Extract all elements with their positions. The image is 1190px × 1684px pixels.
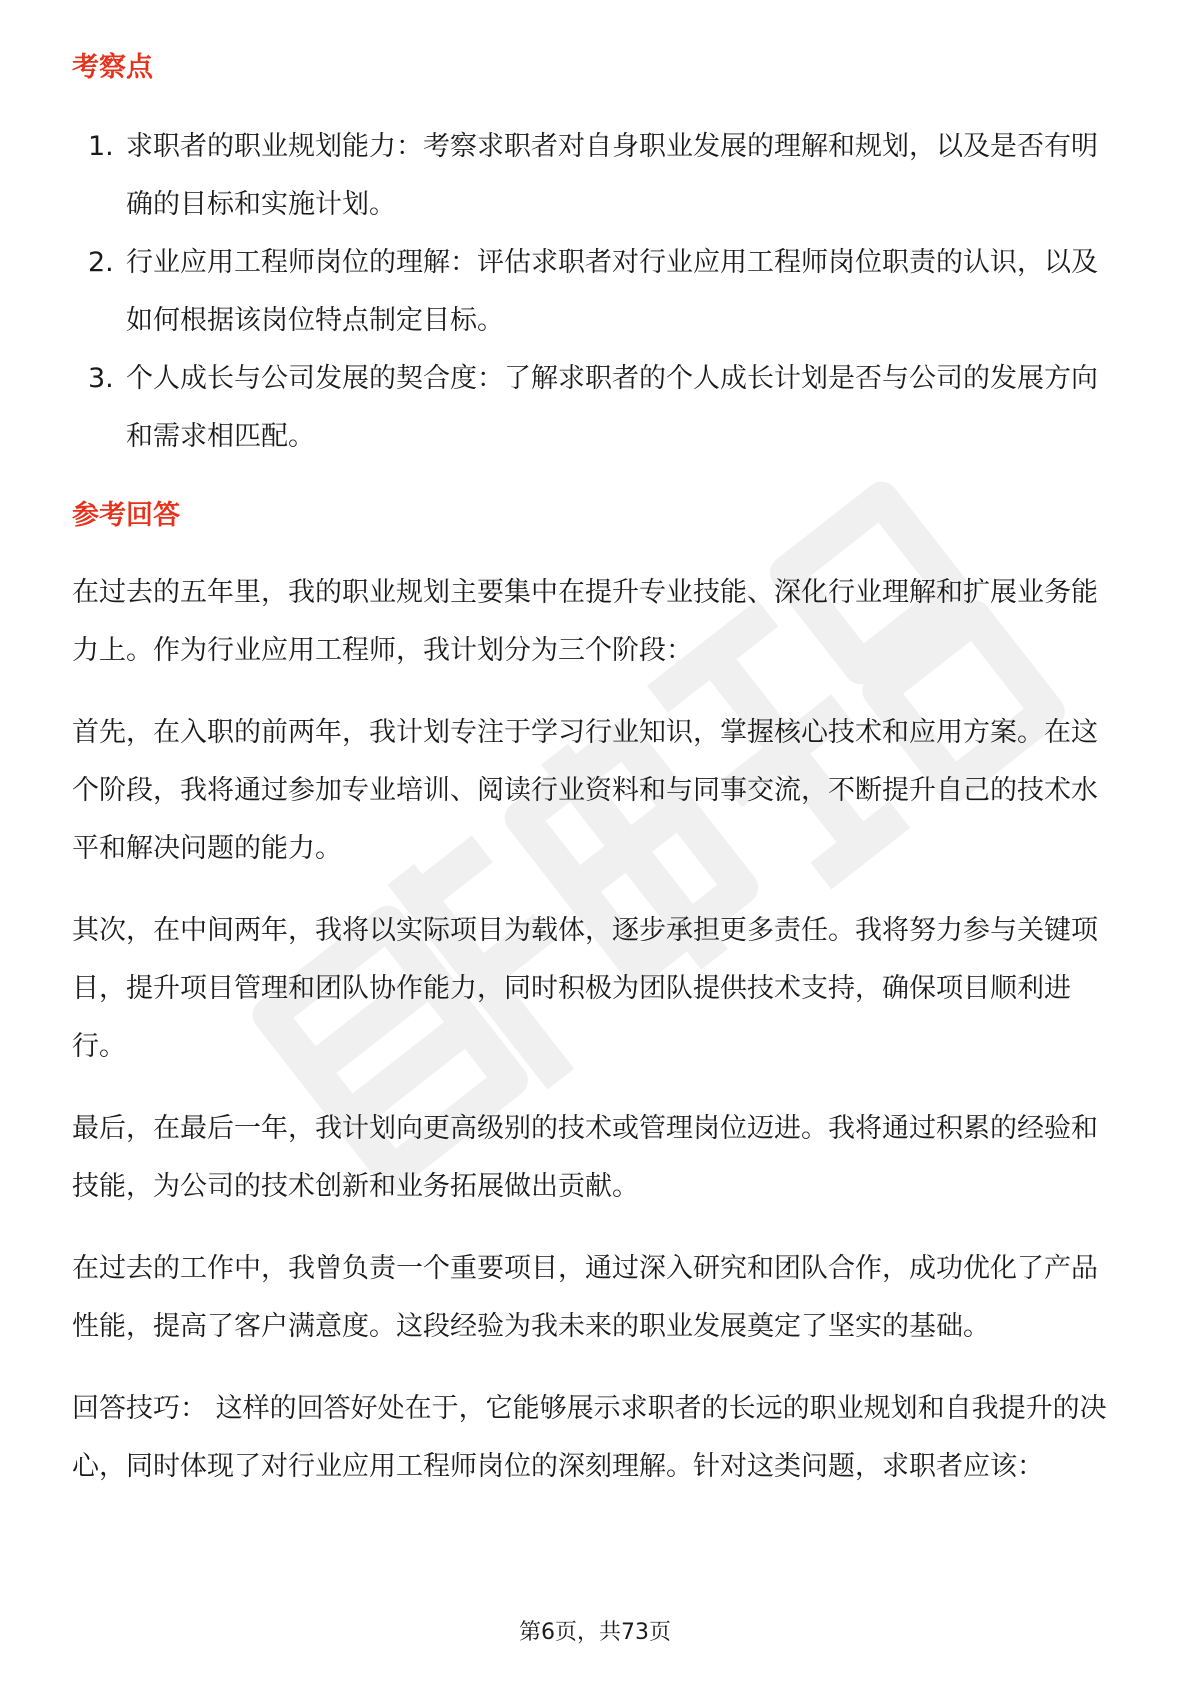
list-item-number: 2. — [88, 247, 114, 278]
list-item-text: 个人成长与公司发展的契合度：了解求职者的个人成长计划是否与公司的发展方向和需求相匹配。 — [126, 363, 1098, 452]
list-item-number: 3. — [88, 363, 114, 394]
list-item-number: 1. — [88, 131, 114, 162]
list-item — [72, 350, 1118, 466]
page-number-footer: 第6页，共73页 — [519, 1620, 671, 1645]
answer-paragraph: 最后，在最后一年，我计划向更高级别的技术或管理岗位迈进。我将通过积累的经验和技能，为公司的技术创新和业务拓展做出贡献。 — [72, 1113, 1098, 1202]
answer-paragraph: 在过去的五年里，我的职业规划主要集中在提升专业技能、深化行业理解和扩展业务能力上。作为行业应用工程师，我计划分为三个阶段： — [72, 577, 1098, 666]
answer-paragraph: 其次，在中间两年，我将以实际项目为载体，逐步承担更多责任。我将努力参与关键项目，提升项目管理和团队协作能力，同时积极为团队提供技术支持，确保项目顺利进行。 — [72, 915, 1098, 1062]
answer-tips-paragraph: 回答技巧： 这样的回答好处在于，它能够展示求职者的长远的职业规划和自我提升的决心，同时体现了对行业应用工程师岗位的深刻理解。针对这类问题，求职者应该： — [72, 1393, 1107, 1482]
list-item — [72, 234, 1118, 350]
section-heading-reference-answer: 参考回答 — [72, 500, 180, 531]
answer-paragraph: 首先，在入职的前两年，我计划专注于学习行业知识，掌握核心技术和应用方案。在这个阶段，我将通过参加专业培训、阅读行业资料和与同事交流，不断提升自己的技术水平和解决问题的能力。 — [72, 717, 1098, 864]
list-item-text: 求职者的职业规划能力：考察求职者对自身职业发展的理解和规划，以及是否有明确的目标和实施计划。 — [126, 131, 1098, 220]
list-item-text: 行业应用工程师岗位的理解：评估求职者对行业应用工程师岗位职责的认识，以及如何根据该岗位特点制定目标。 — [126, 247, 1098, 336]
assessment-points-list — [72, 118, 1118, 466]
section-heading-assessment-points: 考察点 — [72, 52, 153, 83]
answer-paragraph: 在过去的工作中，我曾负责一个重要项目，通过深入研究和团队合作，成功优化了产品性能，提高了客户满意度。这段经验为我未来的职业发展奠定了坚实的基础。 — [72, 1253, 1098, 1342]
main-content — [72, 48, 1118, 1520]
list-item — [72, 118, 1118, 234]
